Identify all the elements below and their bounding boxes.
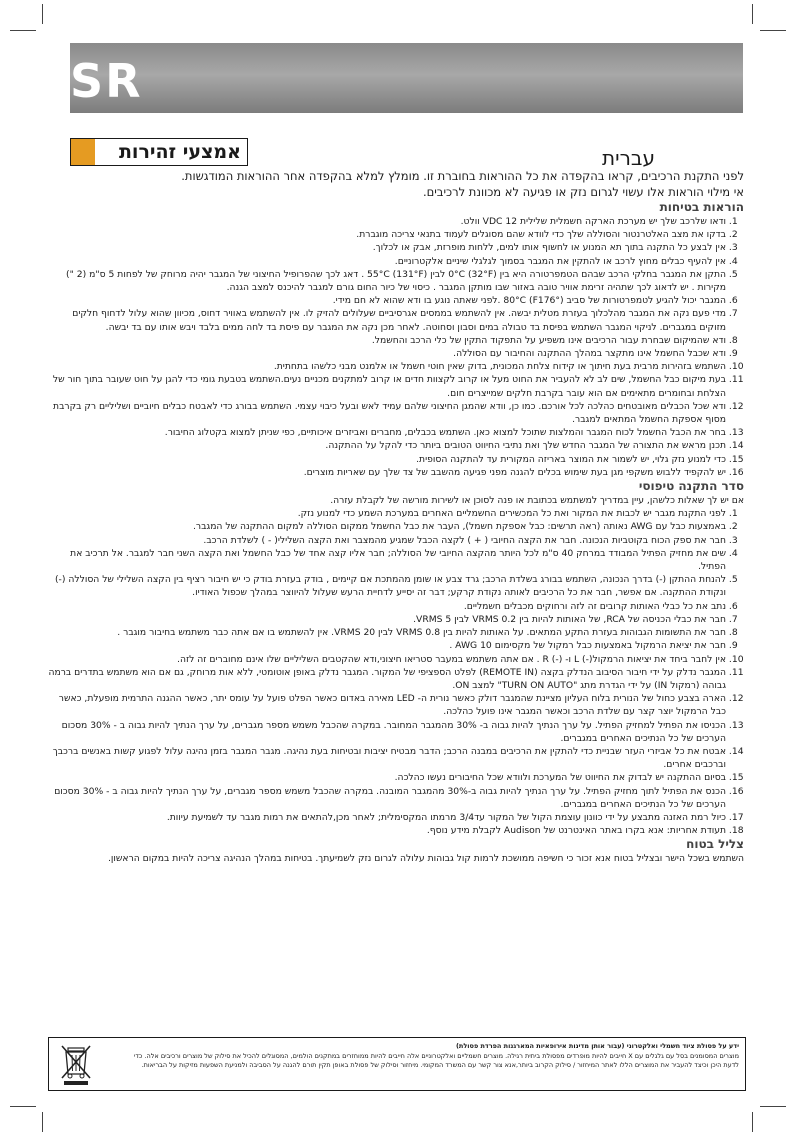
list-item: 2. בדקו את מצב האלטרנטור והסוללה שלך כדי לוודא שהם מסוגלים לעמוד בתנאי צריכה מוגברת. xyxy=(48,228,726,241)
list-item: 16. יש להקפיד ללבוש משקפי מגן בעת שימוש בכלים להגנה מפני פגיעה מהשבב של צד שלך עם שאריות מוצרים. xyxy=(48,466,726,479)
crossed-bin-icon xyxy=(57,1042,95,1086)
brand-logo: SR xyxy=(70,54,143,108)
section-title-box xyxy=(70,138,248,166)
intro-line: אי מילוי הוראות אלו עשוי לגרום נזק או פגיעה לא מכוונת לרכיבים. xyxy=(422,185,744,199)
crop-mark xyxy=(752,4,753,24)
intro-line: לפני התקנת הרכיבים, קראו בהקפדה את כל ההוראות בחוברת זו. מומלץ למלא בהקפדה אחר ההוראות המודגשות. xyxy=(181,169,744,183)
crop-mark xyxy=(752,1112,753,1132)
weee-disposal-box xyxy=(48,1037,746,1091)
list-item: 4. שים את מחזיק הפתיל המבודד במרחק 40 ס"מ לכל היותר מהקצה החיובי של הסוללה; חבר אליו קצה אחד של כבל החשמל ואת הקצה השני חבר למגבר. אל תרכיב את הפתיל. xyxy=(48,547,726,573)
list-item: 15. בסיום ההתקנה יש לבדוק את החיווט של המערכת ולוודא שכל החיבורים נעשו כהלכה. xyxy=(48,771,726,784)
list-item: 14. אבטח את כל אביזרי העזר שבניית כדי להתקין את הרכיבים במבנה הרכב; הדבר מבטיח יציבות ובטיחות בעת נהיגה. מגבר המגבר בזמן נהיגה עלול לפגוע קשות באנשים ברכבך וברכבים אחרים. xyxy=(48,745,726,771)
crop-mark xyxy=(10,30,36,31)
list-item: 8. ודא שהמיקום שבחרת עבור הרכיבים אינו משפיע על התפקוד התקין של כלי הרכב והחשמל. xyxy=(48,334,726,347)
list-item: 10. אין לחבר ביחד את יציאות הרמקול(-) L ו- (-) R . אם אתה משתמש במעבר סטריאו חיצוני,ודא שהקטבים השליליים שלו אינם מחוברים זה לזה. xyxy=(48,653,726,666)
list-item: 10. השתמש בזהירות מרבית בעת חיתוך או קידוח צלחת המכונית, בדוק שאין חוטי חשמל או אלמנט מבני כלשהו בתחתית. xyxy=(48,360,726,373)
list-item: 16. הכנס את הפתיל לתוך מחזיק הפתיל. על ערך הנתיך להיות גבוה ב-30% מהמגבר המובנה. במקרה שהכבל משמש מספר מגברים, על ערך הנתיך להיות גבוה ב - 30% מסכום הערכים של כל הנתיכים האחרים במגברים. xyxy=(48,785,726,811)
list-item: 15. כדי למנוע נזק גלוי, יש לשמור את המוצר באריזה המקורית עד להתקנה הסופית. xyxy=(48,453,726,466)
list-item: 1. ודאו שלרכב שלך יש מערכת הארקה חשמלית שלילית VDC 12 וולט. xyxy=(48,215,726,228)
crop-mark xyxy=(42,4,43,24)
safe-listening-title: צליל בטוח xyxy=(686,837,744,852)
list-item: 18. תעודת אחריות: אנא בקרו באתר האינטרנט של Audison לקבלת מידע נוסף. xyxy=(48,824,726,837)
list-item: 4. אין להעיף כבלים מחוץ לרכב או להתקין את המגבר בסמוך לגלגלי שיניים אלקטרוניים. xyxy=(48,255,726,268)
list-item: 7. מדי פעם נקה את המגבר מהלכלוך בעזרת מטלית יבשה. אין להשתמש בממסים אגרסיביים שעלולים להזיק לו. אין להשתמש באוויר דחוס, מכיוון שהוא עלול לדחוף חלקים מזוקים במגברים. לניקוי המגבר השתמש בפיסת בד טבולה במים וסבון וסחוטה. לאחר מכן נקה את המגבר עם פיסת בד לחה ממים בלבד ויבש אותו עם בד יבשה. xyxy=(48,307,726,333)
disposal-title: ידע על פסולת ציוד חשמלי ואלקטרוני (עבור אותן מדינות אירופאיות המארגנות הפרדת פסולת) xyxy=(455,1042,739,1050)
list-item: 7. חבר את כבלי הכניסה של RCA, של האותות להיות בין VRMS 0.2 לבין VRMS 5. xyxy=(48,613,726,626)
list-item: 1. לפני התקנת מגבר יש לכבות את המקור ואת כל המכשירים החשמליים האחרים במערכת השמע כדי למנוע נזק. xyxy=(48,507,726,520)
list-item: 13. הכניסו את הפתיל למחזיק הפתיל. על ערך הנתיך להיות גבוה ב- 30% מהמגבר המחובר. במקרה שהכבל משמש מספר מגברים, על ערך הנתיך להיות גבוה ב - 30% מסכום הערכים של כל הנתיכים האחרים במגברים. xyxy=(48,719,726,745)
list-item: 14. תכנן מראש את התצורה של המגבר החדש שלך ואת נתיבי החיווט הטובים ביותר כדי להקל על ההתקנה. xyxy=(48,439,726,452)
list-item: 8. חבר את התשומות הגבוהות בעזרת התקע המתאים. על האותות להיות בין VRMS 0.8 לבין VRMS 20. אין להשתמש בו אם אתה כבר משתמש בחיבור מוגבר . xyxy=(48,626,726,639)
crop-mark xyxy=(42,1112,43,1132)
install-title: סדר התקנה טיפוסי xyxy=(638,479,744,494)
list-item: 12. ודא שכל הכבלים מאובטחים כהלכה לכל אורכם. כמו כן, וודא שהמגן החיצוני שלהם עמיד לאש ובעל כיבוי עצמי. השתמש בבורג כדי לאבטח כבלים חיוביים ושליליים רק בקרבת מסוף אספקת החשמל המתאים למגבר. xyxy=(48,400,726,426)
title-accent-bar xyxy=(71,139,95,165)
list-item: 9. ודא שכבל החשמל אינו מתקצר במהלך ההתקנה והחיבור עם הסוללה. xyxy=(48,347,726,360)
install-lead: אם יש לך שאלות כלשהן, עיין במדריך למשתמש בכתובת או פנה לסוכן או לשירות מורשה של לקבלת עזרה. xyxy=(330,495,744,507)
list-item: 9. חבר את יציאת הרמקול באמצעות כבל רמקול של מקסימום AWG 10 . xyxy=(48,639,726,652)
page-title: אמצעי זהירות xyxy=(118,141,241,163)
crop-mark xyxy=(10,1106,36,1107)
crop-mark xyxy=(760,1106,786,1107)
crop-mark xyxy=(760,30,786,31)
list-item: 13. בחר את הכבל החשמל לכוח המגבר והמלצות שתוכל למצוא כאן. השתמש בכבלים, מחברים ואביזרים איכותיים, כפי שניתן למצוא בקטלוג החיבור. xyxy=(48,426,726,439)
safe-listening-text: השתמש בשכל הישר ובצליל בטוח אנא זכור כי חשיפה ממושכת לרמות קול גבוהות עלולה לגרום נזק לשמיעתך. בטיחות במהלך הנהיגה צריכה להיות במקום הראשון. xyxy=(108,853,744,865)
list-item: 6. המגבר יכול להגיע לטמפרטורות של סביב 80°C (F176°) .לפני שאתה נוגע בו ודא שהוא לא חם מידי. xyxy=(48,294,726,307)
list-item: 6. נתב את כל כבלי האותות קרובים זה לזה ורחוקים מכבלים חשמליים. xyxy=(48,600,726,613)
list-item: 2. באמצעות כבל עם AWG נאותה (ראה תרשים: כבל אספקת חשמל), העבר את כבל החשמל ממקום הסוללה למקום ההתקנה של המגבר. xyxy=(48,520,726,533)
list-item: 11. בעת מיקום כבל החשמל, שים לב לא להעביר את החוט מעל או קרוב לקצוות חדים או קרוב למתקנים מכניים נעים.השתמש בטבעת גומי כדי להגן על חוט שעובר בתוך חור של הצלחת ובחומרים מתאימים אם הוא עובר בקרבת חלקים שמייצרים חום. xyxy=(48,373,726,399)
list-item: 11. המגבר נדלק על ידי חיבור הסיבוב הנדלק בקצה (REMOTE IN) לפלט הספציפי של המקור. המגבר נדלק באופן אוטומטי, ללא אות מרוחק, גם אם הוא משתמש בתדרים ברמה גבוהה (רמקול IN) על ידי הגדרת מתג "TURN ON AUTO" למצב ON. xyxy=(48,666,726,692)
safety-list xyxy=(48,215,744,479)
safety-title: הוראות בטיחות xyxy=(659,200,744,214)
language-label: עברית xyxy=(602,146,655,170)
list-item: 5. להנחת ההתקן (-) בדרך הנכונה, השתמש בבורג בשלדת הרכב; גרד צבע או שומן מהמתכת אם קיימים , בודק בעזרת בודק כי יש חיבור רציף בין הקצה השלילי של הסוללה (-) ונקודת ההתקנה. אם אפשר, חבר את כל הרכיבים לאותה נקודת קרקע; דבר זה יסייע לדחיית הרעש שעלול להיווצר במהלך שכפול האודיו. xyxy=(48,573,726,599)
install-list xyxy=(48,507,744,837)
list-item: 17. כיול רמת האזנה מתבצע על ידי כוונון עוצמת הקול של המקור עד3/4 מרמתו המקסימלית; לאחר מכן,להתאים את רמות מגבר עד לשמיעת עיוות. xyxy=(48,811,726,824)
list-item: 3. אין לבצע כל התקנה בתוך תא המנוע או לחשוף אותו למים, ללחות מופרזת, אבק או לכלוך. xyxy=(48,241,726,254)
list-item: 12. הארה בצבע כחול של הנורית בלוח העליון מציינת שהמגבר דולק כאשר נורית ה- LED מאירה באדום כאשר הפלט פועל על עומס יתר, כאשר ההגנה התרמית מופעלת, כאשר כבל הרמקול יוצר קצר עם שלדת הרכב וכאשר המגבר אינו פועל כהלכה. xyxy=(48,692,726,718)
manual-content xyxy=(48,168,744,866)
disposal-text: מוצרים המסומנים בסל עם גלגלים עם X חייבים להיות מופרדים מפסולת ביתית רגילה. מוצרים חשמליים ואלקטרוניים אלה חייבים להיות ממוחזרים במתקנים הולמים, המסוגלים להכיל את סילוק של מוצרים ורכיבים אלה. כדי לדעת היכן וכיצד להעביר את המוצרים הללו לאתר המיחזור / סילוק הקרוב ביותר,אנא צור קשר עם המשרד המקומי. מיחזור וסילוק של פסולת באופן תקין תורם להגנה על הסביבה ולמניעת השפעות מזיקות על הבריאות. xyxy=(133,1051,739,1069)
list-item: 3. חבר את ספק הכוח בקוטביות הנכונה. חבר את הקצה החיובי ( + ) לקצה הכבל שמגיע מהמצבר ואת הקצה השלילי( - ) לשלדת הרכב. xyxy=(48,534,726,547)
disposal-text-block xyxy=(119,1042,739,1071)
list-item: 5. התקן את המגבר בחלקי הרכב שבהם הטמפרטורה היא בין 0°C (32°F) לבין 55°C (131°F) . דאג לכך שהפרופיל החיצוני של המגבר יהיה מרוחק של לפחות 5 ס"מ (2 ") מקירות . יש לדאוג לכך שתהיה זרימת אוויר טובה באזור שבו מותקן המגבר . כיסוי של כיור החום גורם למגבר להיכנס למצב הגנה. xyxy=(48,268,726,294)
